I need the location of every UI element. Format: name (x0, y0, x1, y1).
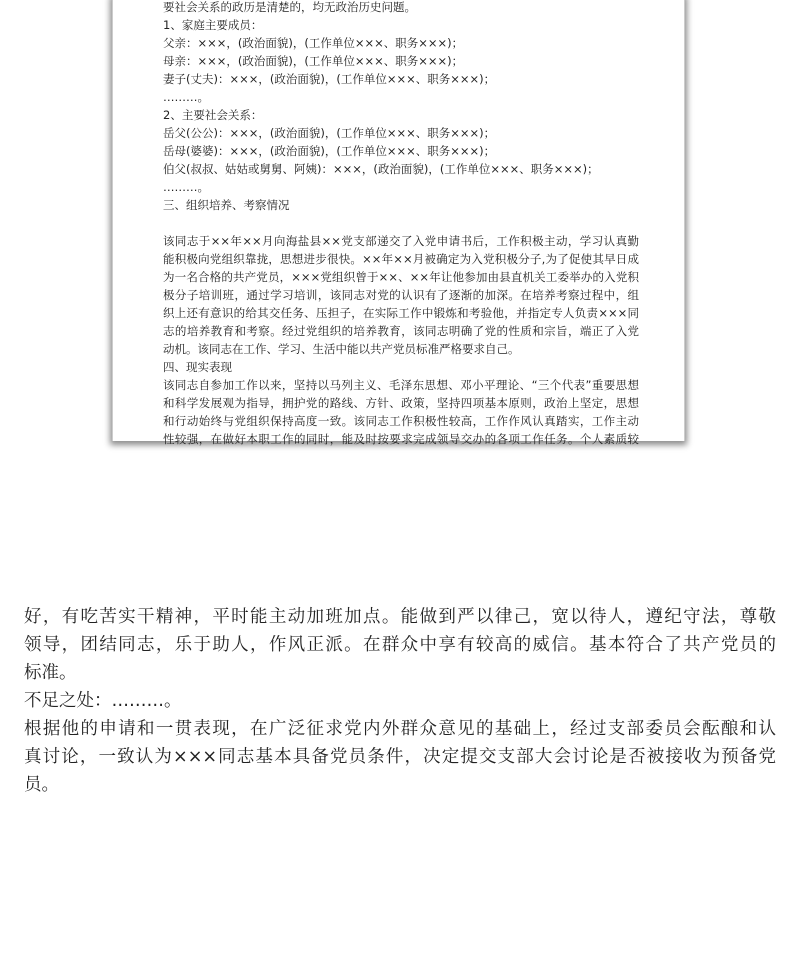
text-line: 为一名合格的共产党员，×××党组织曾于××、××年让他参加由县直机关工委举办的入党积 (163, 270, 639, 284)
text-line: 妻子(丈夫)：×××，(政治面貌)，(工作单位×××、职务×××)； (163, 72, 496, 86)
text-line: 该同志于××年××月向海盐县××党支部递交了入党申请书后，工作积极主动，学习认真勤 (163, 234, 639, 248)
text-line: 伯父(叔叔、姑姑或舅舅、阿姨)：×××，(政治面貌)，(工作单位×××、职务×××)； (163, 162, 599, 176)
text-line: ………。 (163, 180, 209, 194)
text-line: 员。 (24, 775, 59, 795)
section-heading: 1、家庭主要成员： (163, 18, 263, 32)
text-line: 要社会关系的政历是清楚的，均无政治历史问题。 (163, 0, 416, 14)
text-line: 能积极向党组织靠拢，思想进步很快。××年××月被确定为入党积极分子,为了促使其早日成 (163, 252, 639, 266)
document-page-preview (112, 0, 685, 446)
text-line: 岳母(婆婆)：×××，(政治面貌)，(工作单位×××、职务×××)； (163, 144, 496, 158)
continuation-text (24, 603, 776, 799)
text-line: 真讨论，一致认为×××同志基本具备党员条件，决定提交支部大会讨论是否被接收为预备党 (24, 747, 776, 767)
text-line: 岳父(公公)：×××，(政治面貌)，(工作单位×××、职务×××)； (163, 126, 496, 140)
text-line: 领导，团结同志，乐于助人，作风正派。在群众中享有较高的威信。基本符合了共产党员的 (24, 635, 776, 655)
text-line: 和行动始终与党组织保持高度一致。该同志工作积极性较高，工作作风认真踏实，工作主动 (163, 414, 639, 428)
text-line: ………。 (163, 90, 209, 104)
section-heading: 2、主要社会关系： (163, 108, 263, 122)
text-line: 织上还有意识的给其交任务、压担子，在实际工作中锻炼和考验他，并指定专人负责×××同 (163, 306, 639, 320)
section-heading: 四、现实表现 (163, 360, 232, 374)
text-line: 母亲：×××，(政治面貌)，(工作单位×××、职务×××)； (163, 54, 464, 68)
text-line: 该同志自参加工作以来，坚持以马列主义、毛泽东思想、邓小平理论、“三个代表”重要思想 (163, 378, 639, 392)
text-line: 根据他的申请和一贯表现，在广泛征求党内外群众意见的基础上，经过支部委员会酝酿和认 (24, 719, 776, 739)
text-line: 志的培养教育和考察。经过党组织的培养教育，该同志明确了党的性质和宗旨，端正了入党 (163, 324, 639, 338)
text-line: 动机。该同志在工作、学习、生活中能以共产党员标准严格要求自己。 (163, 342, 520, 356)
document-body (163, 0, 639, 448)
text-line: 好，有吃苦实干精神，平时能主动加班加点。能做到严以律己，宽以待人，遵纪守法，尊敬 (24, 607, 776, 627)
shortcomings-line: 不足之处：………。 (24, 691, 182, 711)
text-line: 极分子培训班，通过学习培训，该同志对党的认识有了逐渐的加深。在培养考察过程中，组 (163, 288, 639, 302)
text-line: 和科学发展观为指导，拥护党的路线、方针、政策，坚持四项基本原则，政治上坚定，思想 (163, 396, 639, 410)
text-line: 父亲：×××，(政治面貌)，(工作单位×××、职务×××)； (163, 36, 464, 50)
text-line: 标准。 (24, 663, 77, 683)
text-line: 性较强，在做好本职工作的同时，能及时按要求完成领导交办的各项工作任务。个人素质较 (163, 432, 639, 446)
section-heading: 三、组织培养、考察情况 (163, 198, 290, 212)
